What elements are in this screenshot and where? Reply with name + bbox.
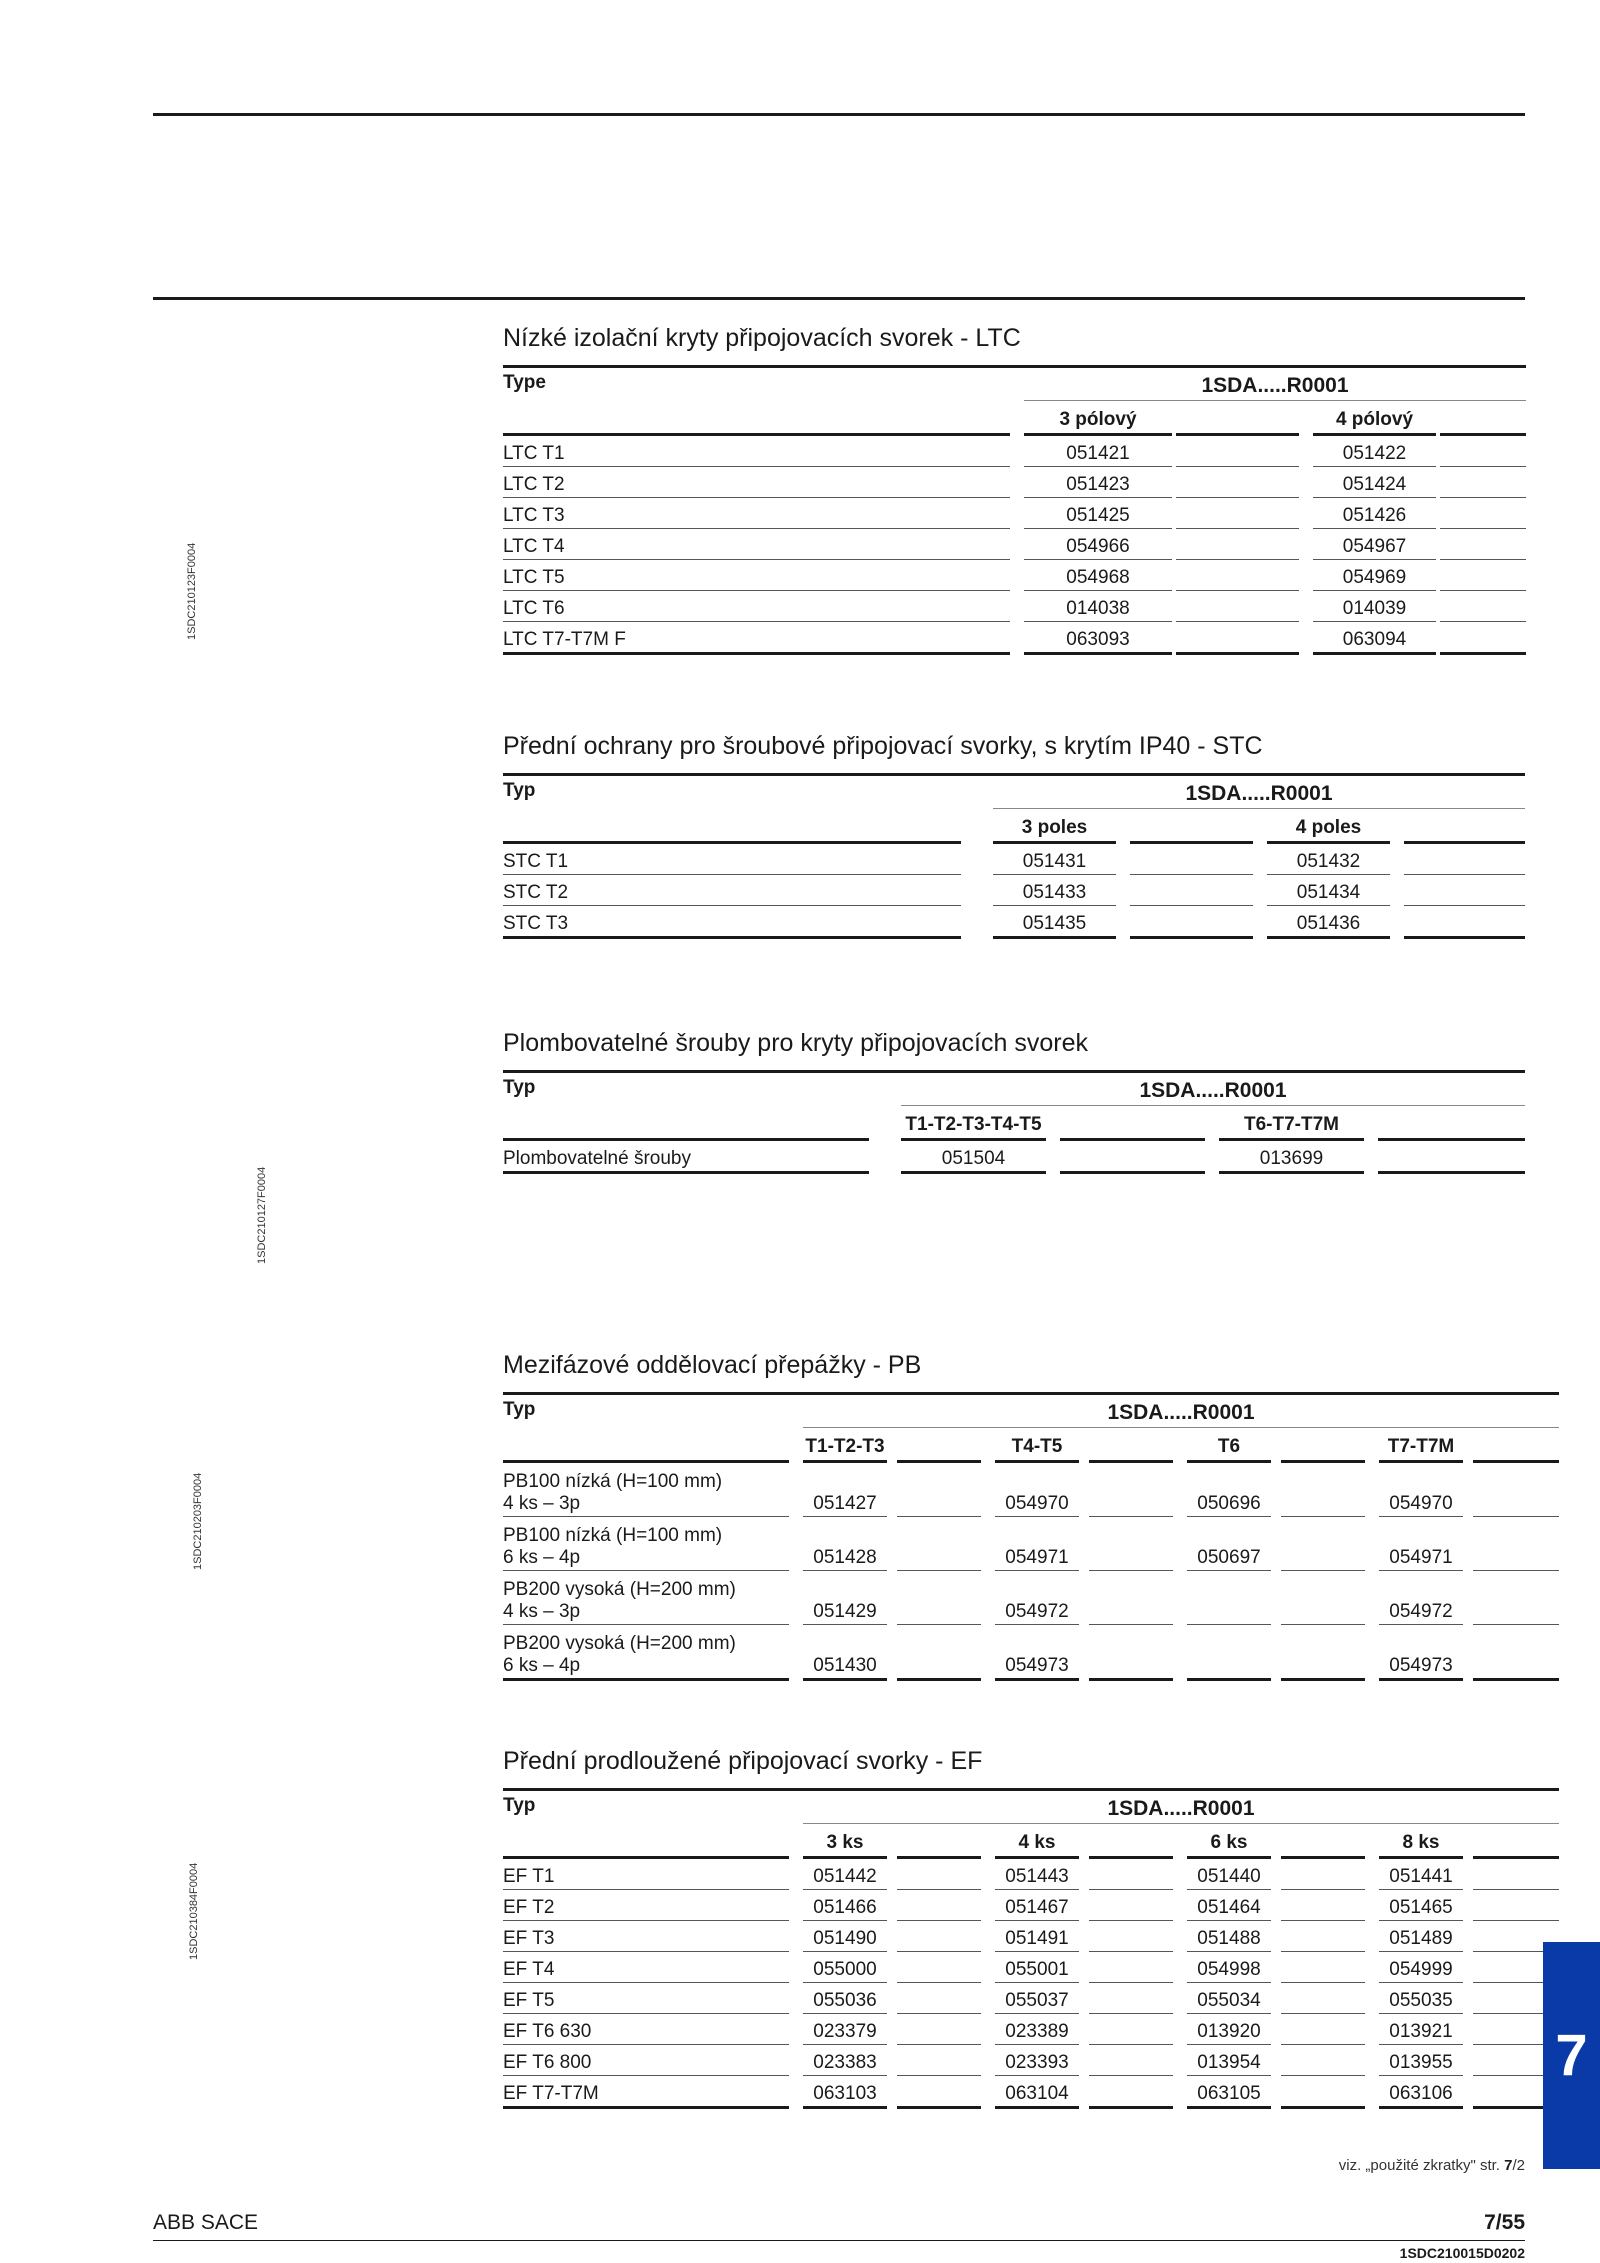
table-row: PB100 nízká (H=100 mm) 6 ks – 4p 051428 054971 050697 054971 [503, 1517, 1559, 1571]
table-row: EF T1 051442 051443 051440 051441 [503, 1859, 1559, 1890]
table-row: STC T1 051431 051432 [503, 844, 1525, 875]
figure-id-label: 1SDC210203F0004 [192, 1472, 204, 1570]
section-title: Nízké izolační kryty připojovacích svorek - LTC [503, 324, 1021, 352]
column-header: 4 pólový [1313, 401, 1436, 436]
type-header: Typ [503, 1791, 789, 1859]
seal-screws-table [503, 1070, 1525, 1174]
chapter-tab[interactable]: 7 [1543, 1942, 1600, 2169]
table-row: EF T6 630 023379 023389 013920 013921 [503, 2014, 1559, 2045]
footer-rule [153, 2240, 1525, 2241]
type-header: Typ [503, 1395, 789, 1463]
column-header: T6-T7-T7M [1219, 1106, 1364, 1141]
figure-id-label: 1SDC210384F0004 [188, 1862, 200, 1960]
table-row: STC T3 051435 051436 [503, 906, 1525, 939]
column-header: 8 ks [1379, 1824, 1463, 1859]
type-header: Typ [503, 776, 961, 844]
order-code-header: 1SDA.....R0001 [803, 1395, 1559, 1428]
column-header: 3 ks [803, 1824, 887, 1859]
type-header: Typ [503, 1073, 869, 1141]
column-header: T6 [1187, 1428, 1271, 1463]
column-header: T1-T2-T3-T4-T5 [901, 1106, 1046, 1141]
table-row: LTC T1 051421 051422 [503, 436, 1526, 467]
figure-id-label: 1SDC210127F0004 [256, 1166, 268, 1264]
table-row: EF T4 055000 055001 054998 054999 [503, 1952, 1559, 1983]
table-row: LTC T2 051423 051424 [503, 467, 1526, 498]
table-row: LTC T7-T7M F 063093 063094 [503, 622, 1526, 655]
figure-id-label: 1SDC210123F0004 [186, 542, 198, 640]
order-code-header: 1SDA.....R0001 [1024, 368, 1526, 401]
type-header: Type [503, 368, 1010, 436]
table-row: Plombovatelné šrouby 051504 013699 [503, 1141, 1525, 1174]
table-row: LTC T3 051425 051426 [503, 498, 1526, 529]
phase-barriers-section [503, 1351, 1525, 1681]
column-header: T7-T7M [1379, 1428, 1463, 1463]
section-title: Plombovatelné šrouby pro kryty připojovacích svorek [503, 1029, 1088, 1057]
table-row: EF T6 800 023383 023393 013954 013955 [503, 2045, 1559, 2076]
column-header: T1-T2-T3 [803, 1428, 887, 1463]
table-row: EF T7-T7M 063103 063104 063105 063106 [503, 2076, 1559, 2109]
section-title: Přední ochrany pro šroubové připojovací svorky, s krytím IP40 - STC [503, 732, 1263, 760]
order-code-header: 1SDA.....R0001 [803, 1791, 1559, 1824]
column-header: 4 poles [1267, 809, 1390, 844]
stc-table [503, 773, 1525, 939]
column-header: 3 pólový [1024, 401, 1172, 436]
column-header: 4 ks [995, 1824, 1079, 1859]
table-row: LTC T4 054966 054967 [503, 529, 1526, 560]
table-row: EF T5 055036 055037 055034 055035 [503, 1983, 1559, 2014]
seal-screws-section [503, 1029, 1525, 1174]
brand-name: ABB SACE [153, 2211, 259, 2234]
table-row: LTC T5 054968 054969 [503, 560, 1526, 591]
page-number: 7/55 [1484, 2211, 1525, 2234]
table-row: EF T2 051466 051467 051464 051465 [503, 1890, 1559, 1921]
document-id: 1SDC210015D0202 [1399, 2245, 1525, 2261]
ltc-section [503, 324, 1525, 655]
order-code-header: 1SDA.....R0001 [993, 776, 1525, 809]
abbreviations-note: viz. „použité zkratky" str. 7/2 [1338, 2157, 1525, 2174]
column-header: T4-T5 [995, 1428, 1079, 1463]
column-header: 6 ks [1187, 1824, 1271, 1859]
table-row: STC T2 051433 051434 [503, 875, 1525, 906]
section-title: Mezifázové oddělovací přepážky - PB [503, 1351, 922, 1379]
stc-section [503, 732, 1525, 939]
extended-terminals-table [503, 1788, 1559, 2109]
table-row: PB200 vysoká (H=200 mm) 4 ks – 3p 051429 054972 054972 [503, 1571, 1559, 1625]
table-row: LTC T6 014038 014039 [503, 591, 1526, 622]
extended-terminals-section [503, 1747, 1525, 2109]
order-code-header: 1SDA.....R0001 [901, 1073, 1525, 1106]
table-row: PB200 vysoká (H=200 mm) 6 ks – 4p 051430 054973 054973 [503, 1625, 1559, 1681]
ltc-table [503, 365, 1526, 655]
column-header: 3 poles [993, 809, 1116, 844]
header-rule [153, 297, 1525, 300]
table-row: EF T3 051490 051491 051488 051489 [503, 1921, 1559, 1952]
table-row: PB100 nízká (H=100 mm) 4 ks – 3p 051427 054970 050696 054970 [503, 1463, 1559, 1517]
phase-barriers-table [503, 1392, 1559, 1681]
section-title: Přední prodloužené připojovací svorky - EF [503, 1747, 983, 1775]
top-rule [153, 113, 1525, 116]
